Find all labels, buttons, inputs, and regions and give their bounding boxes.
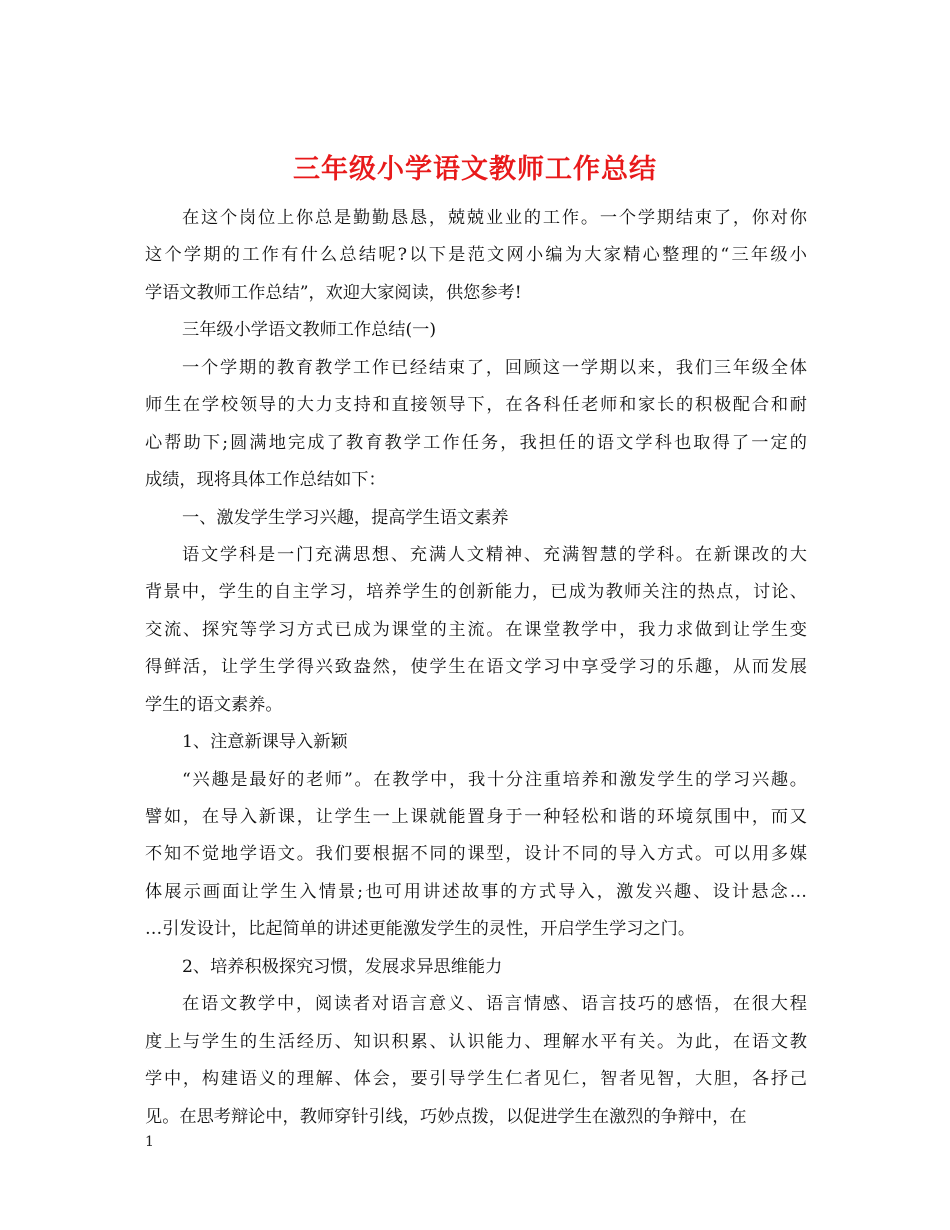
text-line: 不知不觉地学语文。我们要根据不同的课型，设计不同的导入方式。可以用多媒 (145, 844, 807, 865)
text-line: 学生的语文素养。 (145, 694, 283, 715)
page-title: 三年级小学语文教师工作总结 (293, 154, 657, 186)
text-line: 2、培养积极探究习惯，发展求异思维能力 (182, 956, 503, 977)
text-line: 学语文教师工作总结”，欢迎大家阅读，供您参考! (145, 282, 522, 303)
text-line: 成绩，现将具体工作总结如下： (145, 470, 386, 491)
text-line: 见。在思考辩论中，教师穿针引线，巧妙点拨，以促进学生在激烈的争辩中，在 (145, 1106, 747, 1127)
text-line: 譬如，在导入新课，让学生一上课就能置身于一种轻松和谐的环境氛围中，而又 (145, 807, 807, 827)
text-line: 语文学科是一门充满思想、充满人文精神、充满智慧的学科。在新课改的大 (182, 544, 807, 565)
text-line: 一、激发学生学习兴趣，提高学生语文素养 (182, 507, 509, 528)
text-line: 这个学期的工作有什么总结呢?以下是范文网小编为大家精心整理的“三年级小 (145, 245, 807, 266)
document-body (145, 200, 807, 1136)
text-line: 师生在学校领导的大力支持和直接领导下，在各科任老师和家长的积极配合和耐 (145, 395, 807, 416)
text-line: 心帮助下;圆满地完成了教育教学工作任务，我担任的语文学科也取得了一定的 (145, 432, 807, 453)
text-line: 学中，构建语义的理解、体会，要引导学生仁者见仁，智者见智，大胆，各抒己 (145, 1069, 807, 1090)
page-number: 1 (145, 1134, 154, 1150)
text-line: 一个学期的教育教学工作已经结束了，回顾这一学期以来，我们三年级全体 (182, 357, 807, 378)
text-line: …引发设计，比起简单的讲述更能激发学生的灵性，开启学生学习之门。 (145, 919, 696, 940)
text-line: 度上与学生的生活经历、知识积累、认识能力、理解水平有关。为此，在语文教 (145, 1031, 807, 1052)
text-line: “兴趣是最好的老师”。在教学中，我十分注重培养和激发学生的学习兴趣。 (182, 769, 807, 790)
text-line: 得鲜活，让学生学得兴致盎然，使学生在语文学习中享受学习的乐趣，从而发展 (145, 657, 807, 678)
text-line: 体展示画面让学生入情景;也可用讲述故事的方式导入，激发兴趣、设计悬念… (145, 881, 807, 902)
text-line: 交流、探究等学习方式已成为课堂的主流。在课堂教学中，我力求做到让学生变 (145, 619, 807, 640)
text-line: 在这个岗位上你总是勤勤恳恳，兢兢业业的工作。一个学期结束了，你对你 (182, 208, 807, 228)
text-line: 在语文教学中，阅读者对语言意义、语言情感、语言技巧的感悟，在很大程 (182, 994, 807, 1015)
text-line: 三年级小学语文教师工作总结(一) (182, 320, 437, 341)
text-line: 背景中，学生的自主学习，培养学生的创新能力，已成为教师关注的热点，讨论、 (145, 582, 807, 603)
text-line: 1、注意新课导入新颖 (182, 732, 348, 753)
